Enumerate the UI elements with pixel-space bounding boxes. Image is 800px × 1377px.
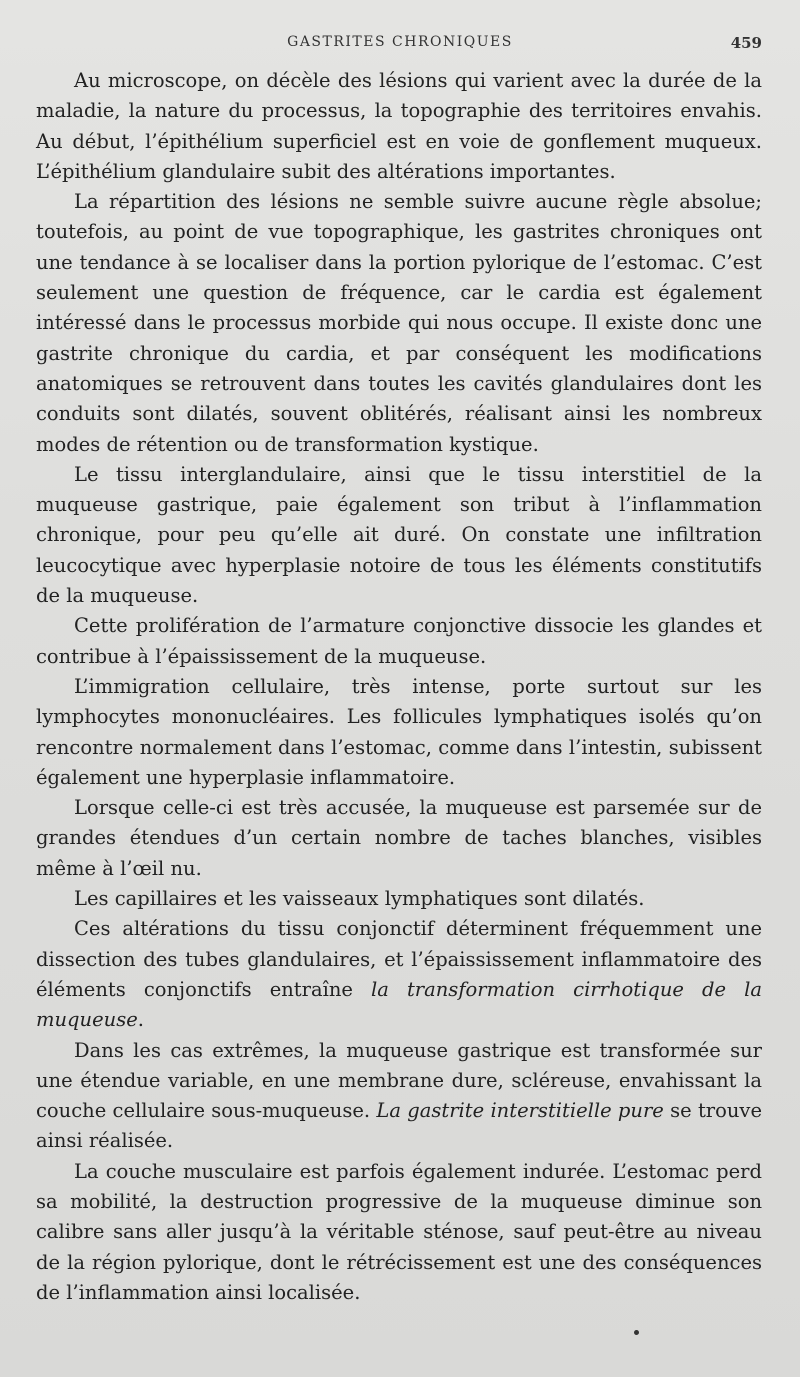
italic-gastrite-interstitielle: La gastrite interstitielle pure	[376, 1099, 664, 1123]
italic-transformation-cirrhotique: la transformation cirrhotique de la muqueuse	[36, 977, 762, 1032]
page-dot-mark	[634, 1330, 639, 1335]
paragraph-proliferation: Cette prolifération de l’armature conjonctive dissocie les glandes et contribue à l’épaississement de la muqueuse.	[36, 614, 762, 668]
paragraph-cas-extremes-text: Dans les cas extrêmes, la muqueuse gastrique est transformée sur une étendue variable, en une membrane dure, scléreuse, envahissant la couche cellulaire sous-muqueuse.	[36, 1038, 762, 1123]
paragraph-tissu-interglandulaire: Le tissu interglandulaire, ainsi que le tissu interstitiel de la muqueuse gastrique, paie également son tribut à l’inflammation chronique, pour peu qu’elle ait duré. On constate une infiltration leucocytique avec hyperplasie notoire de tous les éléments constitutifs de la muqueuse.	[36, 462, 762, 608]
paragraph-cas-extremes-end: se trouve ainsi réalisée.	[36, 1099, 762, 1153]
paragraph-repartition: La répartition des lésions ne semble suivre aucune règle absolue; toutefois, au point de vue topographique, les gastrites chroniques ont une tendance à se localiser dans la portion pylorique de l’estomac. C’est seulement une question de fréquence, car le cardia est également intéressé dans le processus morbide qui nous occupe. Il existe donc une gastrite chronique du cardia, et par conséquent les modifications anatomiques se retrouvent dans toutes les cavités glandulaires dont les conduits sont dilatés, souvent oblitérés, réalisant ainsi les nombreux modes de rétention ou de transformation kystique.	[36, 190, 762, 456]
body-text	[36, 66, 762, 1308]
paragraph-lorsque: Lorsque celle-ci est très accusée, la muqueuse est parsemée sur de grandes étendues d’un certain nombre de taches blanches, visibles même à l’œil nu.	[36, 796, 762, 880]
paragraph-immigration: L’immigration cellulaire, très intense, porte surtout sur les lymphocytes mononucléaires. Les follicules lymphatiques isolés qu’on rencontre normalement dans l’estomac, comme dans l’intestin, subissent également une hyperplasie inflammatoire.	[36, 674, 762, 789]
running-title: GASTRITES CHRONIQUES	[287, 34, 513, 50]
paragraph-cas-extremes	[36, 1036, 762, 1157]
paragraph-capillaires: Les capillaires et les vaisseaux lymphatiques sont dilatés.	[74, 887, 645, 911]
paragraph-alterations-text: Ces altérations du tissu conjonctif déterminent fréquemment une dissection des tubes glandulaires, et l’épaississement inflammatoire des éléments conjonctifs entraîne	[36, 917, 762, 1001]
paragraph-alterations	[36, 914, 762, 1035]
paragraph-alterations-end: .	[137, 1008, 144, 1032]
paragraph-couche-musculaire: La couche musculaire est parfois également indurée. L’estomac perd sa mobilité, la destruction progressive de la muqueuse diminue son calibre sans aller jusqu’à la véritable sténose, sauf peut-être au niveau de la région pylorique, dont le rétrécissement est une des conséquences de l’inflammation ainsi localisée.	[36, 1159, 762, 1304]
paragraph-microscope: Au microscope, on décèle des lésions qui varient avec la durée de la maladie, la nature du processus, la topographie des territoires envahis. Au début, l’épithélium superficiel est en voie de gonflement muqueux. L’épithélium glandulaire subit des altérations importantes.	[36, 69, 762, 183]
page-number: 459	[730, 34, 762, 52]
page-header	[0, 34, 800, 58]
